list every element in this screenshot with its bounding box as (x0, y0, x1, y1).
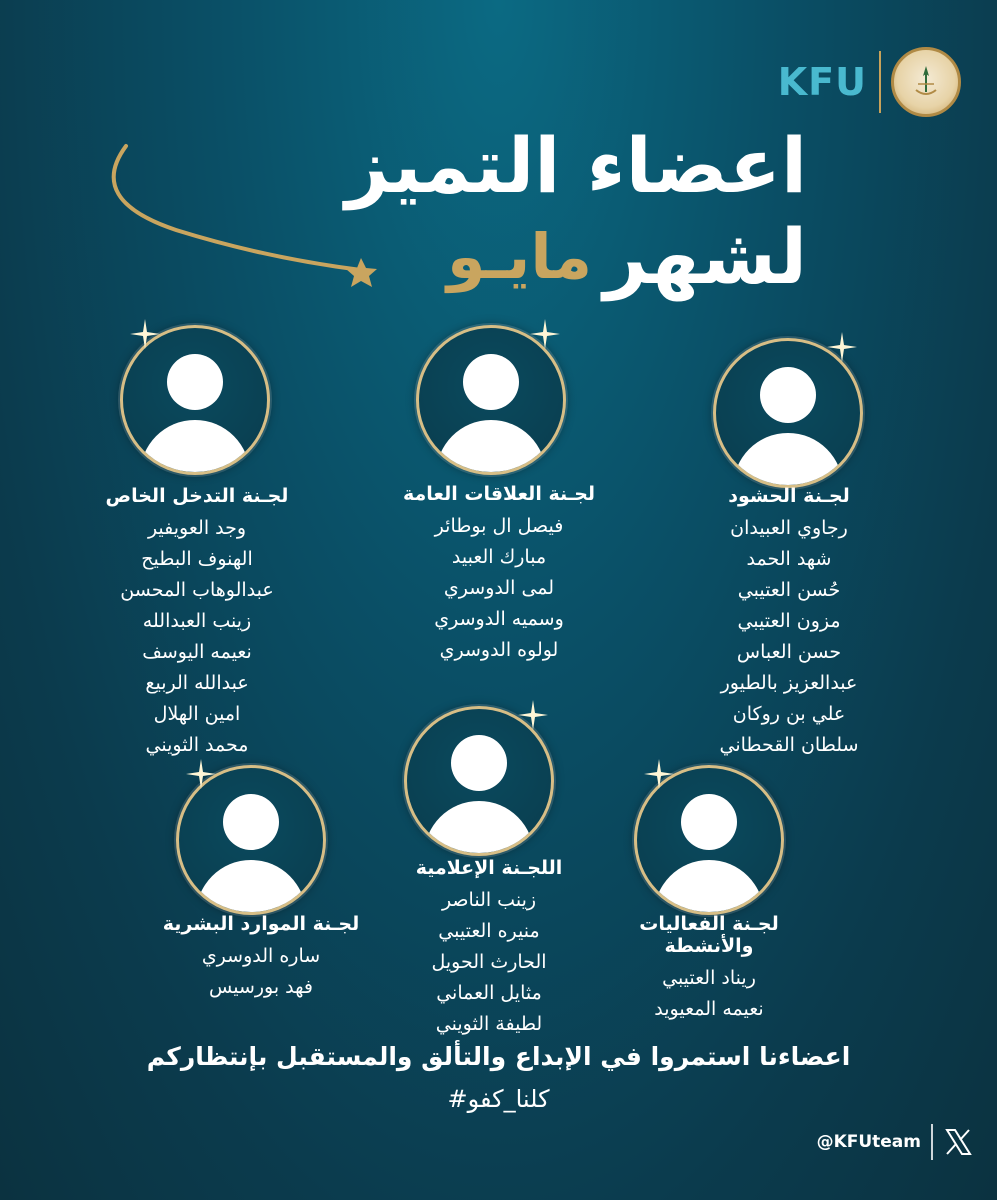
hashtag[interactable]: #كلنا_كفو (447, 1085, 550, 1113)
member-name: منيره العتيبي (438, 920, 540, 942)
user-head-icon (463, 354, 519, 410)
sparkle-icon (827, 332, 857, 362)
avatar (120, 325, 270, 475)
member-name: مزون العتيبي (737, 610, 841, 632)
member-name: لمى الدوسري (443, 577, 555, 599)
sparkle-icon (530, 319, 560, 349)
member-name: مبارك العبيد (451, 546, 547, 568)
committee-title: لجـنة العلاقات العامة (402, 483, 596, 505)
member-name: عبدالعزيز بالطيور (720, 672, 858, 694)
member-name: وجد العويفير (147, 517, 247, 539)
committee-title: لجـنة الحشود (728, 485, 850, 507)
avatar (176, 765, 326, 915)
member-name: رجاوي العبيدان (730, 517, 848, 539)
member-name: نعيمه المعيويد (654, 998, 764, 1020)
member-name: امين الهلال (153, 703, 241, 725)
user-body-icon (196, 860, 306, 915)
sparkle-icon (644, 759, 674, 789)
twitter-handle[interactable]: @KFUteam (816, 1132, 921, 1152)
avatar (416, 325, 566, 475)
avatar (404, 706, 554, 856)
sparkle-icon (518, 700, 548, 730)
member-name: نعيمه اليوسف (142, 641, 252, 663)
user-body-icon (424, 801, 534, 856)
member-name: مثايل العماني (436, 982, 542, 1004)
user-head-icon (167, 354, 223, 410)
user-head-icon (223, 794, 279, 850)
user-head-icon (451, 735, 507, 791)
avatar (713, 338, 863, 488)
member-name: وسميه الدوسري (434, 608, 564, 630)
user-body-icon (733, 433, 843, 488)
member-name: فيصل ال بوطائر (434, 515, 564, 537)
user-head-icon (681, 794, 737, 850)
member-name: لطيفة الثويني (435, 1013, 543, 1035)
page-title: اعضاء التميز لشهر (345, 121, 807, 302)
month-label: مايـو (446, 220, 592, 293)
member-name: حُسن العتيبي (737, 579, 841, 601)
member-name: علي بن روكان (732, 703, 846, 725)
committee-public-relations (384, 483, 614, 666)
member-name: ريناد العتيبي (662, 967, 756, 989)
member-name: الهنوف البطيح (141, 548, 253, 570)
user-body-icon (654, 860, 764, 915)
social-handle[interactable] (817, 1124, 973, 1160)
kfu-wordmark: KFU (777, 60, 867, 104)
member-name: عبدالله الربيع (145, 672, 249, 694)
member-name: لولوه الدوسري (439, 639, 559, 661)
committee-media (374, 857, 604, 1040)
committee-title: لجـنة الفعاليات والأنشطة (639, 913, 779, 957)
member-name: محمد الثويني (145, 734, 249, 756)
avatar (634, 765, 784, 915)
handle-divider (931, 1124, 933, 1160)
user-head-icon (760, 367, 816, 423)
member-name: زينب الناصر (441, 889, 537, 911)
member-name: الحارث الحويل (431, 951, 547, 973)
member-name: ساره الدوسري (201, 945, 321, 967)
member-name: شهد الحمد (746, 548, 832, 570)
university-seal-icon (891, 47, 961, 117)
committee-title: لجـنة التدخل الخاص (105, 485, 289, 507)
committee-title: لجـنة الموارد البشرية (162, 913, 360, 935)
member-name: عبدالوهاب المحسن (120, 579, 274, 601)
committee-hashood (674, 485, 904, 761)
footer-tagline: اعضاءنا استمروا في الإبداع والتألق والمستقبل بإنتظاركم (146, 1042, 851, 1071)
member-name: فهد بورسيس (208, 976, 313, 998)
user-body-icon (436, 420, 546, 475)
committee-title: اللجـنة الإعلامية (415, 857, 563, 879)
sparkle-icon (186, 759, 216, 789)
committee-events (594, 913, 824, 1025)
member-name: سلطان القحطاني (719, 734, 859, 756)
sparkle-icon (130, 319, 160, 349)
member-name: حسن العباس (736, 641, 842, 663)
member-name: زينب العبدالله (142, 610, 252, 632)
user-body-icon (140, 420, 250, 475)
committee-special-intervention (82, 485, 312, 761)
x-logo-icon[interactable] (943, 1127, 973, 1157)
committee-hr (146, 913, 376, 1003)
logo-divider (879, 51, 881, 113)
